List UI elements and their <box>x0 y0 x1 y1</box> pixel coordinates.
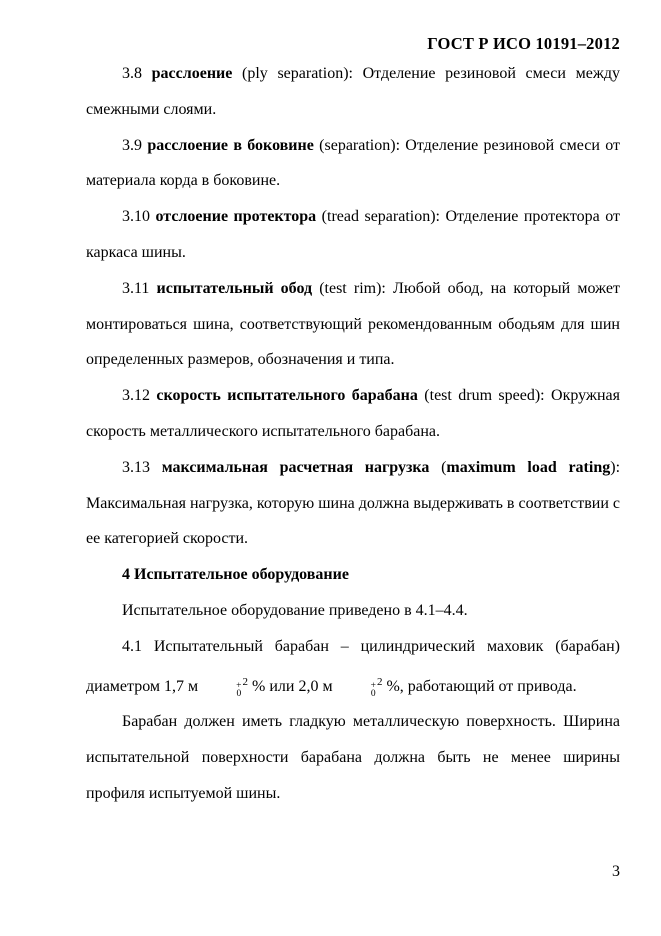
text-run: Барабан должен иметь гладкую металлическую поверхность. Ширина испытательной поверхности барабана должна быть не менее ширины профиля испытуемой шины. <box>86 713 620 802</box>
tolerance-lower: 0 <box>236 688 242 699</box>
paragraph-4-intro <box>86 593 620 629</box>
clause-number: 3.12 <box>122 387 157 405</box>
clause-number: 3.8 <box>122 65 152 82</box>
paragraph-3-11 <box>86 271 620 378</box>
text-run: (ply separation): Отделение резиновой смеси между смежными слоями. <box>86 65 621 118</box>
paragraph-3-13 <box>86 450 620 557</box>
tolerance-lower: 0 <box>370 688 376 699</box>
text-run: (test rim): Любой обод, на который может монтироваться шина, соответствующий рекомендованным ободьям для шин определенных размеров, обозначения и типа. <box>86 279 620 369</box>
tolerance-upper: + <box>236 680 242 691</box>
clause-number: 3.11 <box>122 279 157 297</box>
text-run: (tread separation): Отделение протектора от каркаса шины. <box>86 208 621 261</box>
term-text: скорость испытательного барабана <box>156 387 418 405</box>
paragraph-3-9 <box>86 128 620 200</box>
term-text: испытательный обод <box>156 279 313 297</box>
text-run: % или 2,0 м <box>248 677 333 695</box>
clause-number: 3.13 <box>122 458 162 476</box>
text-run: Испытательное оборудование приведено в 4.1–4.4. <box>122 601 468 619</box>
tolerance-stack <box>335 682 376 698</box>
tolerance-stack <box>200 682 241 698</box>
text-run: ( <box>429 458 447 476</box>
tolerance-exponent: 2 <box>242 675 249 688</box>
term-text: отслоение протектора <box>155 208 317 226</box>
paragraph-3-10 <box>86 199 620 271</box>
paragraph-4-1-cont <box>86 704 620 811</box>
paragraph-3-8 <box>86 56 620 128</box>
text-run: ): Максимальная нагрузка, которую шина должна выдерживать в соответствии с ее категорией скорости. <box>86 458 621 548</box>
page-number: 3 <box>612 863 620 880</box>
clause-number: 3.9 <box>122 136 148 154</box>
text-run: (separation): Отделение резиновой смеси от материала корда в боковине. <box>86 136 621 190</box>
document-body <box>86 56 620 812</box>
term-text-english: maximum load rating <box>446 458 611 476</box>
text-run: %, работающий от привода. <box>382 677 577 695</box>
term-text: максимальная расчетная нагрузка <box>161 458 430 476</box>
term-text: расслоение <box>151 65 233 82</box>
tolerance-exponent: 2 <box>376 675 383 688</box>
text-run: (test drum speed): Окружная скорость металлического испытательного барабана. <box>86 387 621 440</box>
tolerance-upper: + <box>370 680 376 691</box>
section-heading: 4 Испытательное оборудование <box>122 566 349 584</box>
document-header: ГОСТ Р ИСО 10191–2012 <box>427 34 620 53</box>
clause-number: 3.10 <box>122 208 156 226</box>
text-run: 4.1 Испытательный барабан – цилиндрический маховик (барабан) диаметром 1,7 м <box>86 637 620 695</box>
paragraph-4-1 <box>86 629 620 705</box>
paragraph-3-12 <box>86 378 620 450</box>
term-text: расслоение в боковине <box>147 136 314 154</box>
